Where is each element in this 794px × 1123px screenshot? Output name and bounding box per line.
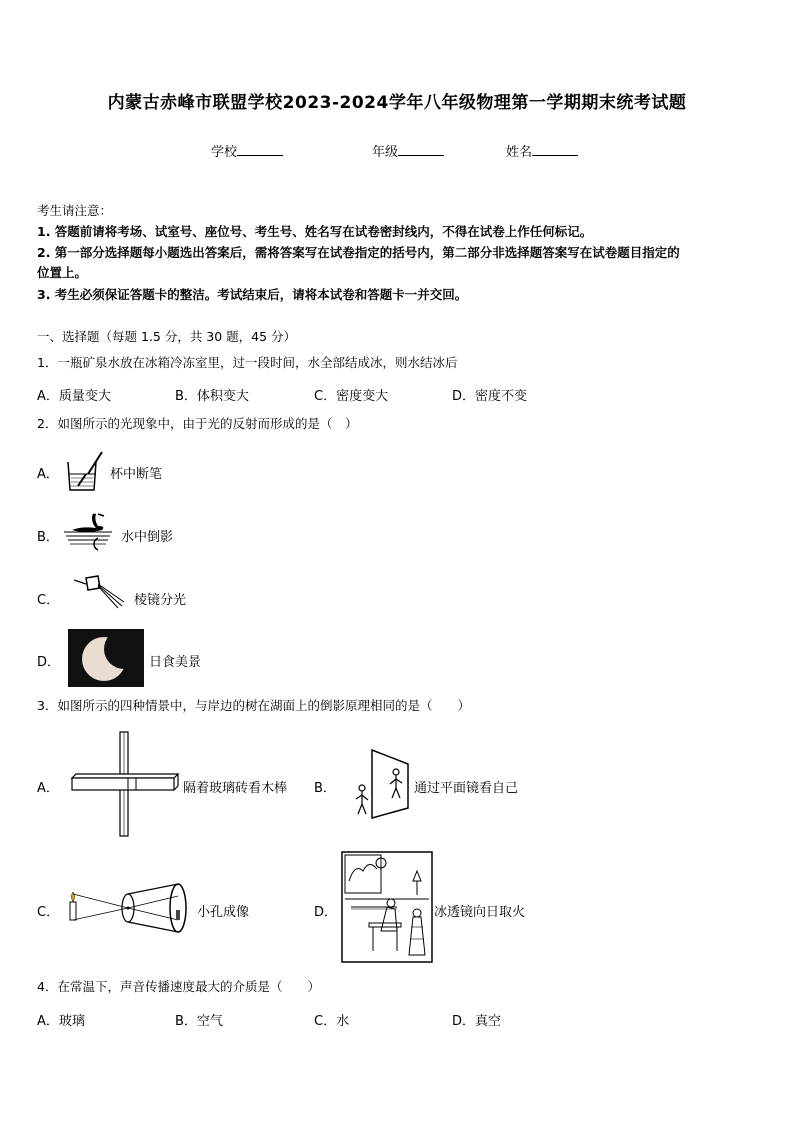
notice-heading: 考生请注意： (37, 203, 113, 218)
q3-option-d-caption: 冰透镜向日取火 (434, 905, 526, 920)
notice-item-1: 1. 答题前请将考场、试室号、座位号、考生号、姓名写在试卷密封线内，不得在试卷上作任何标记。 (37, 224, 593, 239)
q3-option-d-letter: D． (314, 905, 338, 920)
swan-reflection-icon (62, 510, 114, 554)
q4-option-c: C．水 (314, 1014, 350, 1029)
glass-brick-rod-icon (70, 730, 180, 838)
prism-dispersion-icon (74, 574, 130, 610)
q3-option-a-caption: 隔着玻璃砖看木棒 (183, 781, 288, 796)
q2-option-b-letter: B． (37, 530, 59, 545)
page-title: 内蒙古赤峰市联盟学校2023-2024学年八年级物理第一学期期末统考试题 (107, 93, 687, 113)
q2-stem: 2．如图所示的光现象中，由于光的反射而形成的是（ ） (37, 416, 358, 431)
q2-option-d-letter: D． (37, 655, 61, 670)
grade-blank (398, 143, 444, 156)
q3-option-b-letter: B． (314, 781, 336, 796)
school-blank (237, 143, 283, 156)
school-field (211, 141, 283, 160)
ice-lens-fire-illustration-icon (341, 851, 433, 963)
q3-option-a-letter: A． (37, 781, 59, 796)
q4-stem: 4．在常温下，声音传播速度最大的介质是（ ） (37, 979, 320, 994)
name-blank (532, 143, 578, 156)
q2-option-c-caption: 棱镜分光 (134, 593, 187, 608)
q4-option-d: D．真空 (452, 1014, 502, 1029)
q1-stem: 1．一瓶矿泉水放在冰箱冷冻室里，过一段时间，水全部结成冰，则水结冰后 (37, 355, 458, 370)
q2-option-a-letter: A． (37, 467, 59, 482)
q4-option-b: B．空气 (175, 1014, 223, 1029)
q2-option-c-letter: C． (37, 593, 60, 608)
q1-option-c: C．密度变大 (314, 389, 389, 404)
q1-option-a: A．质量变大 (37, 389, 111, 404)
q3-option-c-caption: 小孔成像 (197, 905, 250, 920)
solar-eclipse-photo-icon (68, 629, 144, 687)
q2-option-a-caption: 杯中断笔 (110, 467, 163, 482)
grade-field (372, 141, 444, 160)
broken-pencil-in-cup-icon (64, 450, 106, 495)
q2-option-d-caption: 日食美景 (149, 655, 202, 670)
notice-item-3: 3. 考生必须保证答题卡的整洁。考试结束后，请将本试卷和答题卡一并交回。 (37, 287, 468, 302)
q1-option-d: D．密度不变 (452, 389, 528, 404)
q1-option-b: B．体积变大 (175, 389, 249, 404)
plane-mirror-figure-icon (350, 748, 412, 820)
grade-label: 年级 (372, 145, 399, 160)
notice-item-2-cont: 位置上。 (37, 265, 88, 280)
name-label: 姓名 (506, 145, 533, 160)
pinhole-camera-icon (66, 878, 192, 934)
section-heading: 一、选择题（每题 1.5 分，共 30 题，45 分） (37, 329, 297, 344)
notice-item-2: 2. 第一部分选择题每小题选出答案后，需将答案写在试卷指定的括号内，第二部分非选择题答案写在试卷题目指定的 (37, 245, 680, 260)
school-label: 学校 (211, 145, 238, 160)
q3-option-b-caption: 通过平面镜看自己 (414, 781, 519, 796)
q4-option-a: A．玻璃 (37, 1014, 85, 1029)
q3-option-c-letter: C． (37, 905, 60, 920)
q3-stem: 3．如图所示的四种情景中，与岸边的树在湖面上的倒影原理相同的是（ ） (37, 698, 470, 713)
name-field (506, 141, 578, 160)
q2-option-b-caption: 水中倒影 (121, 530, 174, 545)
